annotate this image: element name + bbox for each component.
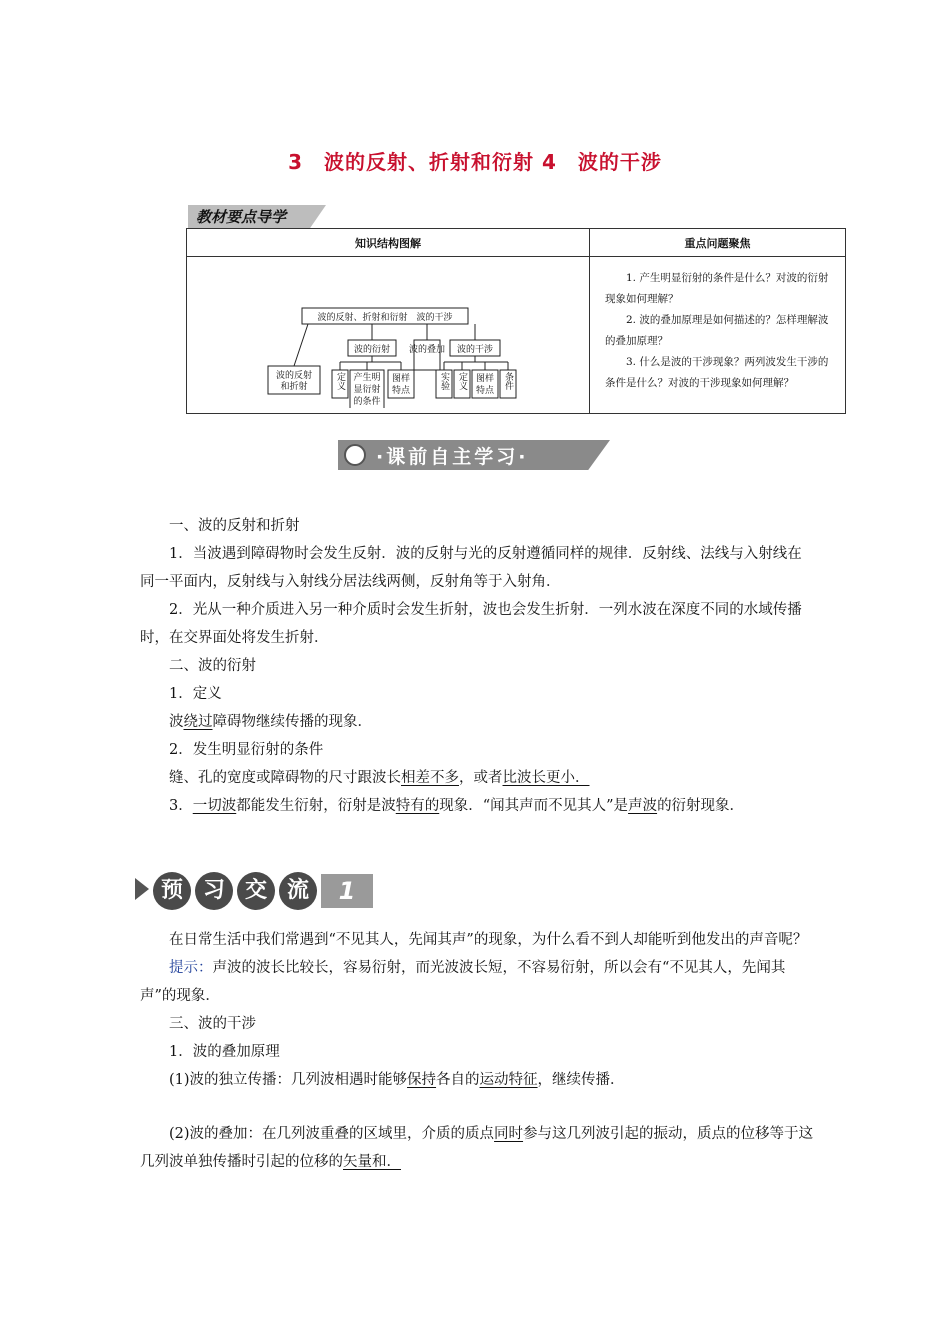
col-header-questions: 重点问题聚焦 — [590, 229, 846, 257]
arrow-icon — [135, 878, 149, 900]
diagram-n4b-text: 和折射 — [280, 382, 308, 392]
paragraph: (1)波的独立传播：几列波相遇时能够保持各自的运动特征，继续传播． — [169, 1072, 625, 1088]
section-heading: 三、波的干涉 — [169, 1016, 256, 1032]
diagram-d1-text: 定义 — [335, 372, 345, 390]
diagram-n4a-text: 波的反射 — [275, 371, 313, 381]
knowledge-table — [186, 228, 846, 414]
preview-char: 预 — [153, 872, 191, 910]
subheading: 1．定义 — [169, 686, 222, 702]
preview-char: 流 — [279, 872, 317, 910]
section-reflection — [140, 512, 815, 820]
guide-label: 教材要点导学 — [196, 208, 287, 226]
paragraph: 2．光从一种介质进入另一种介质时会发生折射，波也会发生折射．一列水波在深度不同的水域传播时，在交界面处将发生折射． — [140, 602, 802, 646]
diagram-d2b-text: 显衍射 — [353, 385, 381, 395]
banner-text: ·课前自主学习· — [376, 446, 529, 468]
blank-answer: 同时 — [494, 1126, 524, 1142]
blank-answer: 绕过 — [183, 714, 213, 730]
questions-list — [591, 258, 844, 394]
paragraph: 1．当波遇到障碍物时会发生反射．波的反射与光的反射遵循同样的规律．反射线、法线与入射线在同一平面内，反射线与入射线分居法线两侧，反射角等于入射角． — [140, 546, 802, 590]
section-banner — [338, 440, 610, 470]
diagram-d3b-text: 特点 — [391, 386, 411, 396]
paragraph: 3．一切波都能发生衍射，衍射是波特有的现象．“闻其声而不见其人”是声波的衍射现象． — [169, 798, 745, 814]
diagram-d3a-text: 图样 — [391, 374, 411, 384]
structure-diagram — [188, 258, 588, 408]
question-item: 1. 产生明显衍射的条件是什么？对波的衍射现象如何理解？ — [605, 272, 829, 305]
blank-answer: 保持 — [407, 1072, 437, 1088]
hint-label: 提示： — [169, 960, 213, 976]
diagram-i3a-text: 图样 — [475, 374, 495, 384]
blank-answer: 运动特征 — [479, 1072, 538, 1088]
blank-answer: 矢量和． — [343, 1154, 401, 1170]
question-item: 2. 波的叠加原理是如何描述的？怎样理解波的叠加原理？ — [605, 314, 829, 347]
subheading: 2．发生明显衍射的条件 — [169, 742, 324, 758]
preview-char: 交 — [237, 872, 275, 910]
diagram-d2a-text: 产生明 — [353, 373, 381, 383]
definition-line: 波绕过障碍物继续传播的现象． — [169, 714, 372, 730]
question-item: 3. 什么是波的干涉现象？两列波发生干涉的条件是什么？对波的干涉现象如何理解？ — [605, 356, 829, 389]
col-header-structure: 知识结构图解 — [187, 229, 590, 257]
preview-hint: 提示：声波的波长比较长，容易衍射，而光波波长短，不容易衍射，所以会有“不见其人，先闻其声”的现象． — [140, 960, 786, 1004]
blank-answer: 特有的 — [395, 798, 440, 814]
preview-char: 习 — [195, 872, 233, 910]
diagram-d2c-text: 的条件 — [353, 397, 381, 407]
section-heading: 一、波的反射和折射 — [169, 518, 300, 534]
page-title: 3 波的反射、折射和衍射 4 波的干涉 — [288, 150, 662, 174]
subheading: 1．波的叠加原理 — [169, 1044, 280, 1060]
diagram-root-text: 波的反射、折射和衍射 波的干涉 — [317, 313, 453, 323]
preview-question: 在日常生活中我们常遇到“不见其人，先闻其声”的现象，为什么看不到人却能听到他发出的声音呢？ — [169, 932, 808, 948]
blank-answer: 一切波 — [192, 798, 237, 814]
diagram-i2-text: 定义 — [457, 372, 467, 390]
globe-icon — [344, 444, 366, 466]
section-heading: 二、波的衍射 — [169, 658, 256, 674]
blank-answer: 相差不多 — [401, 770, 459, 786]
condition-line: 缝、孔的宽度或障碍物的尺寸跟波长相差不多，或者比波长更小． — [169, 770, 590, 786]
preview-number: 1 — [321, 874, 373, 908]
diagram-i1-text: 实验 — [439, 372, 449, 390]
preview-exchange-header — [135, 870, 385, 912]
paragraph: (2)波的叠加：在几列波重叠的区域里，介质的质点同时参与这几列波引起的振动，质点的位移等于这几列波单独传播时引起的位移的矢量和． — [140, 1126, 814, 1170]
diagram-i4-text: 条件 — [503, 372, 513, 390]
section-interference — [140, 926, 815, 1176]
structure-diagram-cell — [187, 257, 590, 414]
diagram-n2-text: 波的叠加 — [408, 345, 446, 355]
diagram-n1-text: 波的衍射 — [353, 345, 391, 355]
blank-answer: 比波长更小． — [502, 770, 590, 786]
blank-answer: 声波 — [628, 798, 658, 814]
diagram-n3-text: 波的干涉 — [456, 345, 494, 355]
questions-cell — [590, 257, 846, 414]
diagram-i3b-text: 特点 — [475, 386, 495, 396]
